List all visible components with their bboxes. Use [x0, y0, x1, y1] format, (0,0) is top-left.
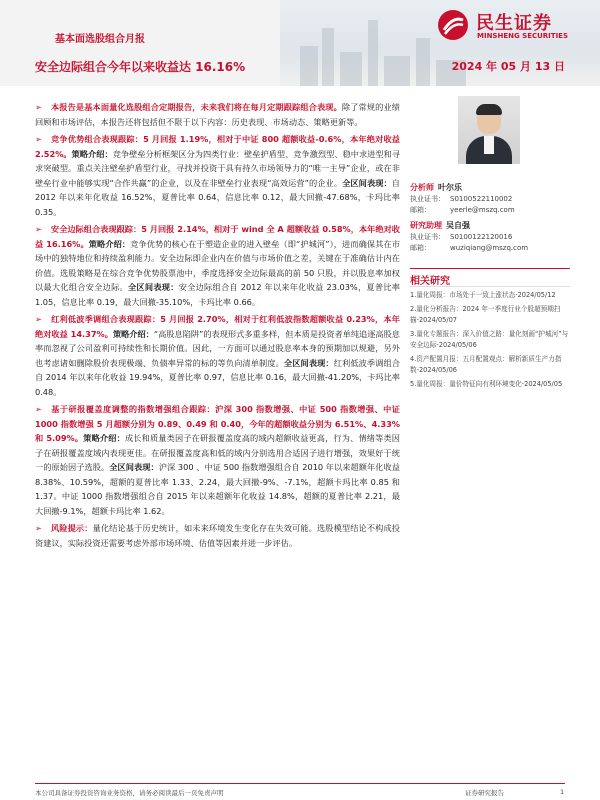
analyst-email[interactable]: yeerle@mszq.com: [450, 206, 515, 214]
body-text: 竞争壁垒分析框架区分为四类行业：壁垒护盾型、竞争激烈型、稳中求进型和寻求突破型。重点关注壁垒护盾型行业，寻找并投资于具有持久市场领导力的“唯一主导”企业，或在非壁垒行业中能够实现“合作共赢”的企业，以及在非壁垒行业表现“高效运营”的企业。: [35, 148, 400, 188]
cert-label: 执业证书：: [410, 233, 445, 241]
related-research-item[interactable]: 2.量化分析报告：2024 年一季度行业个股超预期扫描-2024/05/07: [410, 305, 561, 324]
body-text: 安全边际组合自 2012 年以来年化收益 23.03%，夏普比率 1.05，信息比率 0.19，最大回撤-35.10%，卡玛比率 0.66。: [35, 282, 400, 307]
body-text: 红利低波季调组合自 2014 年以来年化收益 19.94%，夏普比率 0.97，信息比率 0.16，最大回撤-41.20%，卡玛比率 0.48。: [35, 357, 400, 397]
bullet-arrow-icon: ➢: [35, 404, 42, 414]
page-number: 1: [560, 788, 565, 796]
summary-paragraph-2: [35, 132, 400, 219]
cert-label: 执业证书：: [410, 195, 445, 203]
bullet-arrow-icon: ➢: [35, 102, 42, 112]
analyst-name: 叶尔乐: [438, 183, 462, 192]
summary-paragraph-3: [35, 222, 400, 309]
related-research-list: [410, 290, 570, 393]
report-type: 证券研究报告: [465, 789, 504, 797]
bold-label: 全区间表现：: [127, 282, 179, 292]
related-research-item[interactable]: 4.资产配置月报：五月配置观点：解析新质生产力指数-2024/05/06: [410, 355, 562, 374]
related-research-item[interactable]: 5.量化周报：量价特征向有利环境变化-2024/05/05: [410, 380, 563, 388]
summary-body: [35, 100, 400, 553]
bullet-arrow-icon: ➢: [35, 134, 42, 144]
body-text: “高股息陷阱”的表现形式多重多样，但本质是投资者单纯追逐高股息率而忽视了公司盈利可持续性和长期价值。因此，一方面可以通过股息率本身的预期加以规避，另外也考虑诸如删除股价表现极端、负债率异常的标的等负向清单制度。: [35, 328, 400, 368]
highlight-text: 基于研报覆盖度调整的指数增强组合跟踪：沪深 300 指数增强、中证 500 指数增强、中证 1000 指数增强 5 月超额分别为 0.89、0.49 和 0.40，今年的超额收益分别为 6.51%、4.33%和 5.09%。: [35, 404, 400, 443]
analyst-name: 吴自强: [446, 221, 470, 230]
mail-label: 邮箱：: [410, 244, 431, 252]
analyst-cert: S0100122120016: [450, 233, 513, 241]
summary-paragraph-1: [35, 100, 400, 129]
analyst-role: 分析师: [410, 183, 434, 192]
bold-label: 全区间表现：: [342, 177, 392, 188]
summary-paragraph-4: [35, 312, 400, 399]
bullet-arrow-icon: ➢: [35, 314, 42, 324]
body-text: 沪深 300 、中证 500 指数增强组合自 2010 年以来超额年化收益 8.38%、10.59%，超额的夏普比率 1.33、2.24，最大回撤-9%、-7.1%，超额卡玛比率 0.85 和 1.37。中证 1000 指数增强组合自 2015 年以来超额年化收益 14.8%，超额的夏普比率 2.21，最大回撤-9.1%，超额卡玛比率 1.62。: [35, 462, 400, 516]
summary-paragraph-5: [35, 402, 400, 518]
bold-label: 策略介绍：: [83, 433, 125, 443]
related-research-title: 相关研究: [410, 276, 450, 287]
report-title: 安全边际组合今年以来收益达 16.16%: [35, 60, 246, 74]
body-text: 竞争优势的核心在于塑造企业的进入壁垒（即“护城河”），进而确保其在市场中的独特地位和持续盈利能力。安全边际即企业内在价值与市场价值之差，关键在于准确估计内在价值。选股策略是在综合竞争优势股票池中，季度选择安全边际最高的前 50 只股，并以股息率加权以最大化组合安全边际。: [35, 238, 400, 292]
mail-label: 邮箱：: [410, 206, 431, 214]
bullet-arrow-icon: ➢: [35, 523, 42, 533]
page-footer: [35, 788, 565, 797]
logo-mark-icon: [436, 8, 470, 42]
body-text: 自 2012 年以来年化收益 16.52%，夏普比率 0.64，信息比率 0.12，最大回撤-47.68%，卡玛比率 0.35。: [35, 177, 400, 217]
report-header: [0, 0, 600, 86]
logo-text-cn: 民生证券: [476, 13, 552, 34]
divider: [410, 268, 570, 269]
bold-label: 全区间表现：: [109, 462, 159, 472]
bullet-arrow-icon: ➢: [35, 224, 42, 234]
highlight-text: 风险提示：: [50, 523, 93, 533]
body-text: 除了常规的业绩回顾和市场评估，本报告还将包括但不限于以下内容：历史表现、市场动态、策略更新等。: [35, 102, 400, 127]
related-research-item[interactable]: 1.量化周报：市场处于一致上涨状态-2024/05/12: [410, 291, 556, 299]
analyst-block-1: [410, 182, 570, 216]
footer-divider: [35, 783, 565, 784]
related-research-item[interactable]: 3.量化专题报告：深入价值之路：量化刻画“护城河”与安全边际-2024/05/06: [410, 330, 569, 349]
highlight-text: 安全边际组合表现跟踪：5 月回报 2.14%，相对于 wind 全 A 超额收益 0.58%，本年绝对收益 16.16%。: [35, 224, 400, 249]
analyst-email[interactable]: wuziqiang@mszq.com: [450, 244, 529, 252]
highlight-text: 红利低波季调组合表现跟踪：5 月回报 2.70%，相对于红利低波指数超额收益 0.23%，本年绝对收益 14.37%。: [35, 314, 400, 339]
highlight-text: 竞争优势组合表现跟踪：5 月回报 1.19%，相对于中证 800 超额收益-0.6%，本年绝对收益 2.52%。: [35, 134, 400, 159]
disclaimer-text: 本公司具备证券投资咨询业务资格，请务必阅读最后一页免责声明: [35, 789, 224, 797]
report-date: 2024 年 05 月 13 日: [451, 60, 565, 73]
analyst-photo: [458, 96, 520, 164]
body-text: 量化结论基于历史统计，如未来环境发生变化存在失效可能。选股模型结论不构成投资建议，实际投资还需要考虑外部市场环境、估值等因素并进一步评估。: [35, 523, 400, 548]
summary-paragraph-6: [35, 521, 400, 550]
bold-label: 策略介绍：: [88, 238, 131, 249]
bold-label: 全区间表现：: [283, 357, 334, 368]
analyst-role: 研究助理: [410, 221, 442, 230]
analyst-block-2: [410, 220, 570, 254]
body-text: 成长和质量类因子在研报覆盖度高的域内超额收益更高，行为、情绪等类因子在研报覆盖度域内表现更佳。在研报覆盖度高和低的域内分别选用合适因子进行增强，效果好于统一的原始因子选股。: [35, 433, 400, 472]
analyst-cert: S0100522110002: [450, 195, 513, 203]
logo-text-en: MINSHENG SECURITIES: [477, 32, 568, 40]
bold-label: 策略介绍：: [71, 148, 113, 159]
report-category: 基本面选股组合月报: [55, 34, 145, 45]
bold-label: 策略介绍：: [112, 328, 154, 339]
divider: [410, 286, 570, 287]
company-logo: [436, 8, 586, 44]
highlight-text: 本报告是基本面量化选股组合定期报告，未来我们将在每月定期跟踪组合表现。: [50, 102, 342, 112]
